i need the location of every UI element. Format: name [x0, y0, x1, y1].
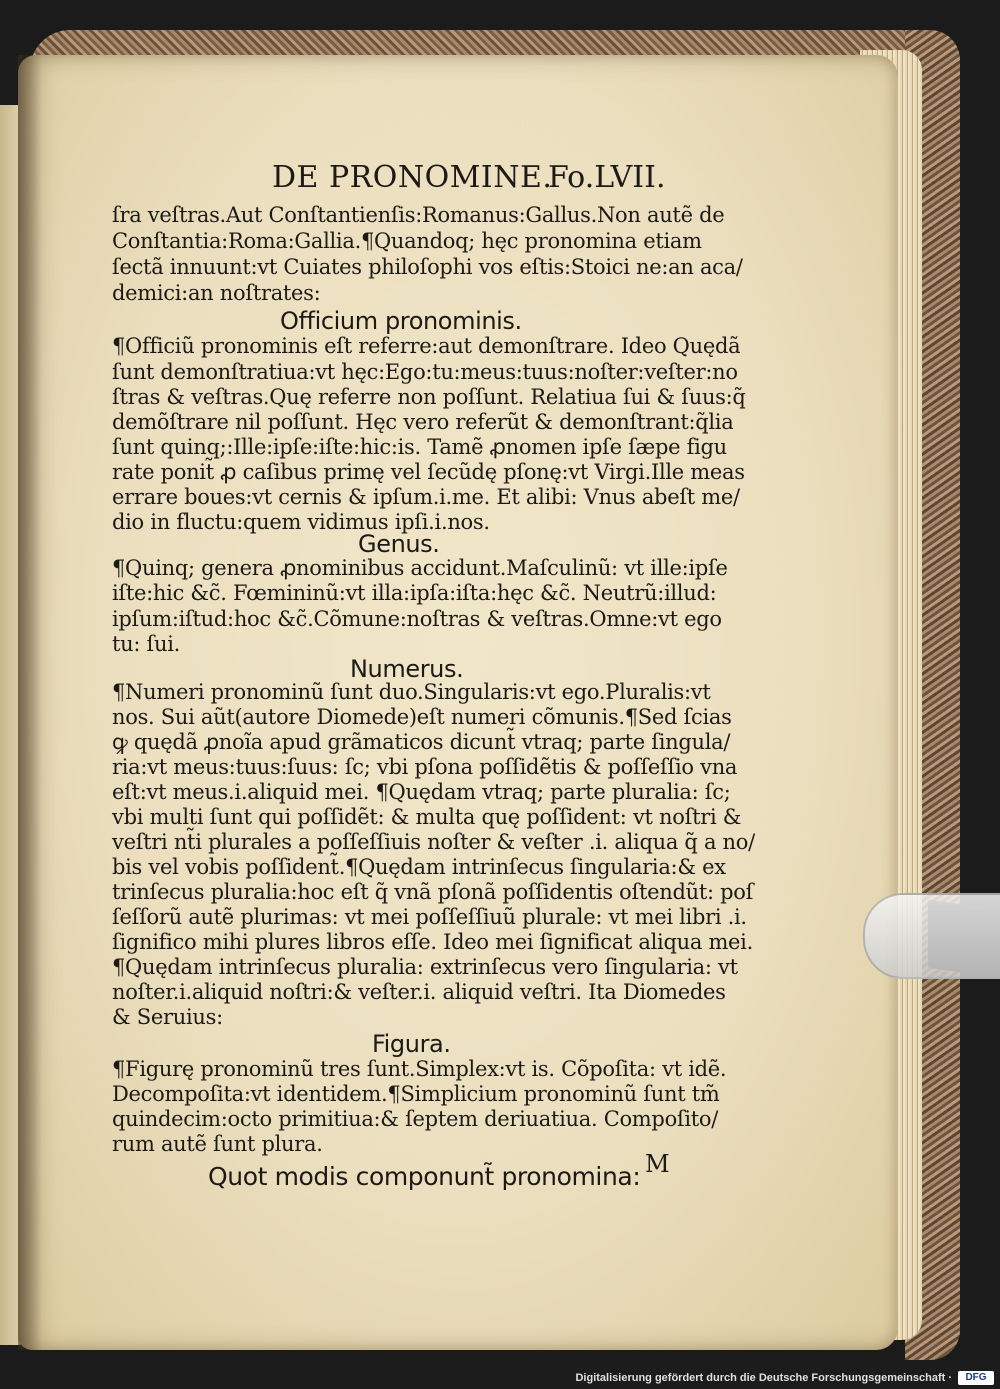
folio-number: Fo.LVII.: [548, 160, 666, 195]
running-head: DE PRONOMINE.: [272, 160, 553, 195]
text-line: demici:an noſtrates:: [112, 281, 321, 305]
signature-mark: M: [645, 1150, 670, 1178]
text-line: Decompoſita:vt identidem.¶Simplicium pronominũ ſunt tm̃: [112, 1082, 720, 1106]
text-line: ria:vt meus:tuus:ſuus: ſc; vbi pſona poſſidẽtis & poſſeſſio vna: [112, 755, 738, 779]
dfg-logo: DFG: [958, 1371, 994, 1385]
text-line: vbi multi ſunt qui poſſidẽt: & multa quę poſſident: vt noſtri &: [112, 805, 742, 829]
text-line: ſtras & veſtras.Quę referre non poſſunt. Relatiua ſui & ſuus:q̃: [112, 385, 746, 409]
funding-credit: Digitalisierung gefördert durch die Deutsche Forschungsgemeinschaft ·: [575, 1372, 952, 1384]
text-line: ¶Quinq; genera ꝓnominibus accidunt.Maſculinũ: vt ille:ipſe: [112, 556, 728, 580]
text-line: dio in fluctu:quem vidimus ipſi.i.nos.: [112, 510, 490, 534]
text-line: ſignifico mihi plures libros eſſe. Ideo mei ſignificat aliqua mei.: [112, 930, 753, 954]
text-line: bis vel vobis poſſident̃.¶Quędam intrinſecus ſingularia:& ex: [112, 855, 726, 879]
section-heading: Figura.: [372, 1030, 451, 1058]
text-line: ſunt quinq;:Ille:ipſe:iſte:hic:is. Tamẽ ꝓnomen ipſe ſæpe figu: [112, 435, 727, 459]
section-heading: Officium pronominis.: [280, 307, 522, 335]
text-line: iſte:hic &c̃. Fœmininũ:vt illa:ipſa:iſta:hęc &c̃. Neutrũ:illud:: [112, 581, 717, 605]
text-line: & Seruius:: [112, 1005, 223, 1029]
text-line: nos. Sui aũt(autore Diomede)eſt numeri cõmunis.¶Sed ſcias: [112, 705, 732, 729]
section-heading: Quot modis componunt̃ pronomina:: [208, 1162, 641, 1191]
text-line: demõſtrare nil poſſunt. Hęc vero referũt & demonſtrant:q̃lia: [112, 410, 734, 434]
section-heading: Numerus.: [350, 655, 464, 683]
text-line: Conſtantia:Roma:Gallia.¶Quandoq; hęc pronomina etiam: [112, 229, 702, 253]
text-line: veſtri nt̃i plurales a poſſeſſiuis noſter & veſter .i. aliqua q̃ a no/: [112, 830, 755, 854]
text-line: ¶Officiũ pronominis eſt referre:aut demonſtrare. Ideo Quędã: [112, 334, 741, 358]
text-line: ipſum:iſtud:hoc &c̃.Cõmune:noſtras & veſtras.Omne:vt ego: [112, 607, 722, 631]
text-line: ſra veſtras.Aut Conſtantienſis:Romanus:Gallus.Non autẽ de: [112, 203, 725, 227]
text-line: rum autẽ ſunt plura.: [112, 1132, 323, 1156]
text-line: rate ponit̃ ꝓ caſibus primę vel ſecũdę pſonę:vt Virgi.Ille meas: [112, 460, 745, 484]
text-line: ¶Figurę pronominũ tres ſunt.Simplex:vt is. Cõpoſita: vt idẽ.: [112, 1057, 727, 1081]
text-line: ¶Quędam intrinſecus pluralia: extrinſecus vero ſingularia: vt: [112, 955, 738, 979]
text-line: ꝙ quędã ꝓnoĩa apud grãmaticos dicunt̃ vtraq; parte ſingula/: [112, 730, 731, 754]
text-line: ſectã innuunt:vt Cuiates philoſophi vos eſtis:Stoici ne:an aca/: [112, 255, 743, 279]
text-line: trinſecus pluralia:hoc eſt q̃ vnã pſonã poſſidentis oſtendũt: poſ: [112, 880, 754, 904]
text-line: eſt:vt meus.i.aliquid mei. ¶Quędam vtraq; parte pluralia: ſc;: [112, 780, 731, 804]
text-line: ¶Numeri pronominũ ſunt duo.Singularis:vt ego.Pluralis:vt: [112, 680, 711, 704]
text-line: noſter.i.aliquid noſtri:& veſter.i. aliquid veſtri. Ita Diomedes: [112, 980, 726, 1004]
section-heading: Genus.: [358, 530, 440, 558]
text-line: errare boues:vt cernis & ipſum.i.me. Et alibi: Vnus abeſt me/: [112, 485, 740, 509]
text-line: quindecim:octo primitiua:& ſeptem deriuatiua. Compoſito/: [112, 1107, 719, 1131]
page-clip: [863, 893, 1000, 979]
text-line: ſeſſorũ autẽ plurimas: vt mei poſſeſſiuũ plurale: vt mei libri .i.: [112, 905, 747, 929]
text-line: tu: ſui.: [112, 632, 181, 656]
text-line: ſunt demonſtratiua:vt hęc:Ego:tu:meus:tuus:noſter:veſter:no: [112, 360, 738, 384]
